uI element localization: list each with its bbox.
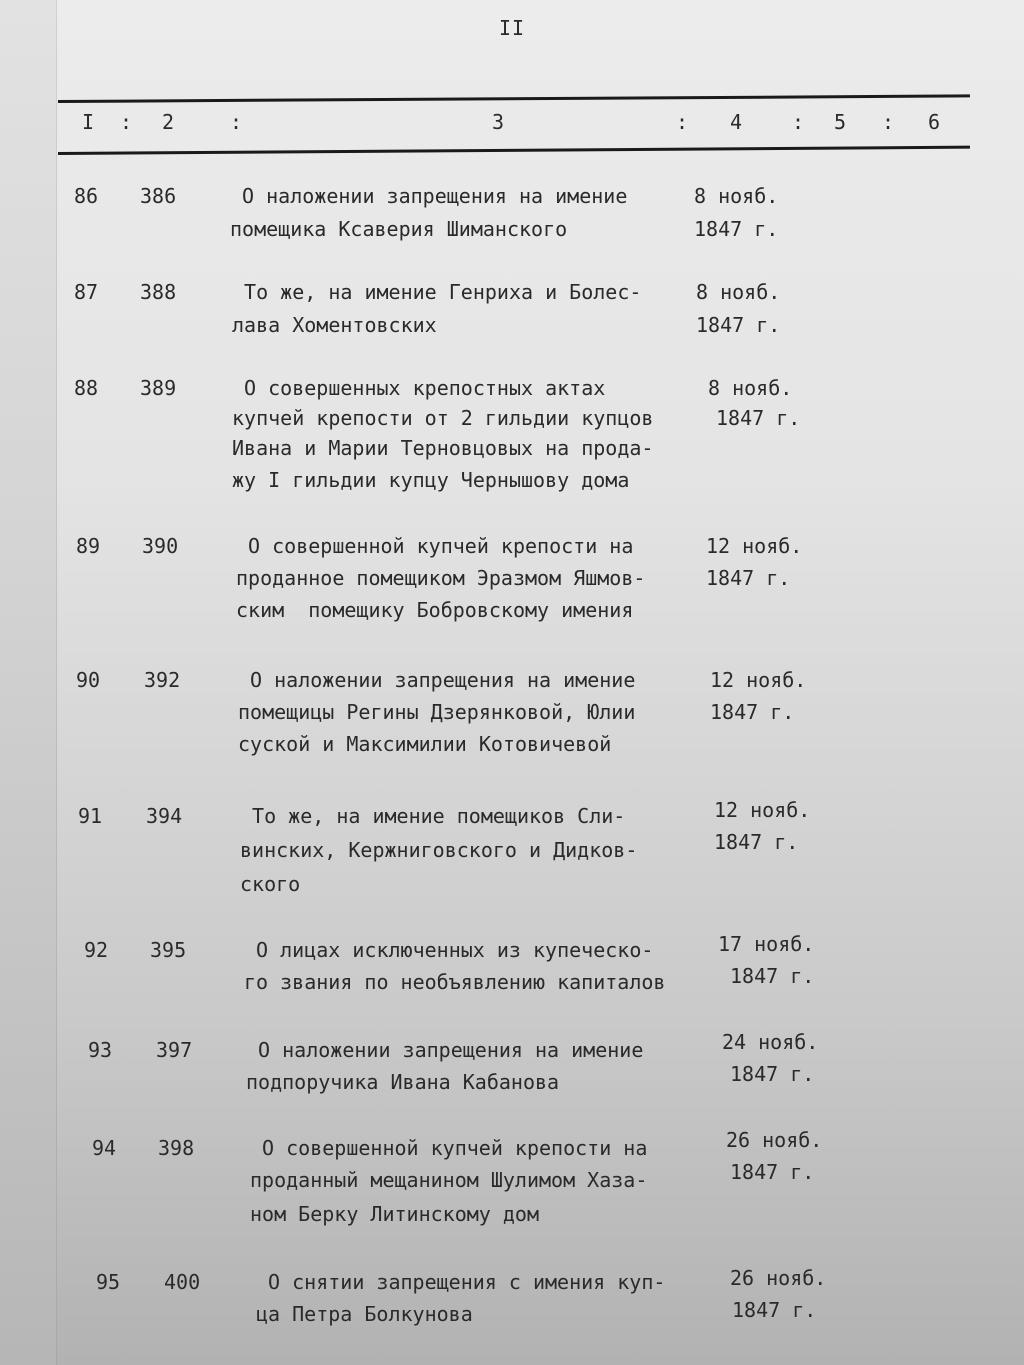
entry-description-line: го звания по необъявлению капиталов bbox=[244, 970, 666, 994]
entry-date-day: 26 нояб. bbox=[730, 1266, 827, 1290]
entry-date-day: 26 нояб. bbox=[726, 1128, 823, 1152]
entry-date-day: 12 нояб. bbox=[710, 668, 807, 692]
entry-description-line: Ивана и Марии Терновцовых на прода- bbox=[232, 436, 654, 460]
entry-description-line: О лицах исключенных из купеческо- bbox=[244, 938, 654, 962]
entry-reference: 390 bbox=[142, 534, 179, 558]
entry-description-line: лава Хоментовских bbox=[232, 313, 437, 337]
entry-date-year: 1847 г. bbox=[696, 313, 781, 337]
column-header-3: 3 bbox=[492, 110, 505, 134]
page-edge bbox=[0, 0, 57, 1365]
entry-number: 95 bbox=[96, 1270, 121, 1294]
column-separator: : bbox=[676, 110, 689, 134]
entry-number: 93 bbox=[88, 1038, 113, 1062]
column-header-row bbox=[82, 110, 962, 140]
entry-description-line: О совершенной купчей крепости на bbox=[250, 1136, 648, 1160]
column-separator: : bbox=[230, 110, 243, 134]
entry-date-year: 1847 г. bbox=[730, 1062, 815, 1086]
entry-number: 90 bbox=[76, 668, 101, 692]
header-rule-bottom bbox=[58, 146, 970, 155]
entry-date-year: 1847 г. bbox=[730, 1160, 815, 1184]
entry-date-year: 1847 г. bbox=[710, 700, 795, 724]
entry-description-line: подпоручика Ивана Кабанова bbox=[246, 1070, 560, 1094]
entry-date-day: 8 нояб. bbox=[696, 280, 781, 304]
entry-number: 86 bbox=[74, 184, 99, 208]
entry-date-year: 1847 г. bbox=[714, 830, 799, 854]
entry-date-year: 1847 г. bbox=[706, 566, 791, 590]
column-separator: : bbox=[120, 110, 133, 134]
entry-date-day: 17 нояб. bbox=[718, 932, 815, 956]
entry-description-line: купчей крепости от 2 гильдии купцов bbox=[232, 406, 654, 430]
entry-number: 89 bbox=[76, 534, 101, 558]
entry-reference: 386 bbox=[140, 184, 177, 208]
entry-description-line: ским помещику Бобровскому имения bbox=[236, 598, 634, 622]
entry-number: 92 bbox=[84, 938, 109, 962]
column-header-6: 6 bbox=[928, 110, 941, 134]
entry-description-line: О наложении запрещения на имение bbox=[230, 184, 628, 208]
entry-description-line: О совершенных крепостных актах bbox=[232, 376, 606, 400]
entry-description-line: винских, Кержниговского и Дидков- bbox=[240, 838, 638, 862]
entry-description-line: проданное помещиком Эразмом Яшмов- bbox=[236, 566, 646, 590]
entry-date-day: 12 нояб. bbox=[714, 798, 811, 822]
entry-description-line: помещика Ксаверия Шиманского bbox=[230, 217, 568, 241]
entry-description-line: О наложении запрещения на имение bbox=[246, 1038, 644, 1062]
entry-date-year: 1847 г. bbox=[694, 217, 779, 241]
entry-description-line: О снятии запрещения с имения куп- bbox=[256, 1270, 666, 1294]
entry-reference: 398 bbox=[158, 1136, 195, 1160]
entry-date-day: 12 нояб. bbox=[706, 534, 803, 558]
column-separator: : bbox=[792, 110, 805, 134]
entry-reference: 395 bbox=[150, 938, 187, 962]
entry-number: 94 bbox=[92, 1136, 117, 1160]
entry-reference: 392 bbox=[144, 668, 181, 692]
entry-date-year: 1847 г. bbox=[716, 406, 801, 430]
entry-description-line: ского bbox=[240, 872, 301, 896]
entry-date-day: 24 нояб. bbox=[722, 1030, 819, 1054]
entry-reference: 400 bbox=[164, 1270, 201, 1294]
column-header-2: 2 bbox=[162, 110, 175, 134]
column-separator: : bbox=[882, 110, 895, 134]
entry-number: 91 bbox=[78, 804, 103, 828]
entry-number: 87 bbox=[74, 280, 99, 304]
entry-description-line: О наложении запрещения на имение bbox=[238, 668, 636, 692]
entry-description-line: помещицы Регины Дзерянковой, Юлии bbox=[238, 700, 636, 724]
entry-description-line: ца Петра Болкунова bbox=[256, 1302, 473, 1326]
entry-description-line: То же, на имение помещиков Сли- bbox=[240, 804, 626, 828]
column-header-5: 5 bbox=[834, 110, 847, 134]
entry-description-line: суской и Максимилии Котовичевой bbox=[238, 732, 612, 756]
entry-description-line: О совершенной купчей крепости на bbox=[236, 534, 634, 558]
entry-reference: 397 bbox=[156, 1038, 193, 1062]
entry-description-line: жу I гильдии купцу Чернышову дома bbox=[232, 468, 630, 492]
entry-reference: 388 bbox=[140, 280, 177, 304]
entry-date-day: 8 нояб. bbox=[708, 376, 793, 400]
entry-reference: 389 bbox=[140, 376, 177, 400]
entry-date-year: 1847 г. bbox=[730, 964, 815, 988]
column-header-4: 4 bbox=[730, 110, 743, 134]
entry-description-line: ном Берку Литинскому дом bbox=[250, 1202, 539, 1226]
entry-description-line: проданный мещанином Шулимом Хаза- bbox=[250, 1168, 648, 1192]
column-header-1: I bbox=[82, 110, 95, 134]
entry-date-year: 1847 г. bbox=[732, 1298, 817, 1322]
entry-reference: 394 bbox=[146, 804, 183, 828]
entry-description-line: То же, на имение Генриха и Болес- bbox=[232, 280, 642, 304]
header-rule-top bbox=[58, 94, 970, 103]
entry-number: 88 bbox=[74, 376, 99, 400]
page-number: II bbox=[498, 16, 526, 40]
entry-date-day: 8 нояб. bbox=[694, 184, 779, 208]
